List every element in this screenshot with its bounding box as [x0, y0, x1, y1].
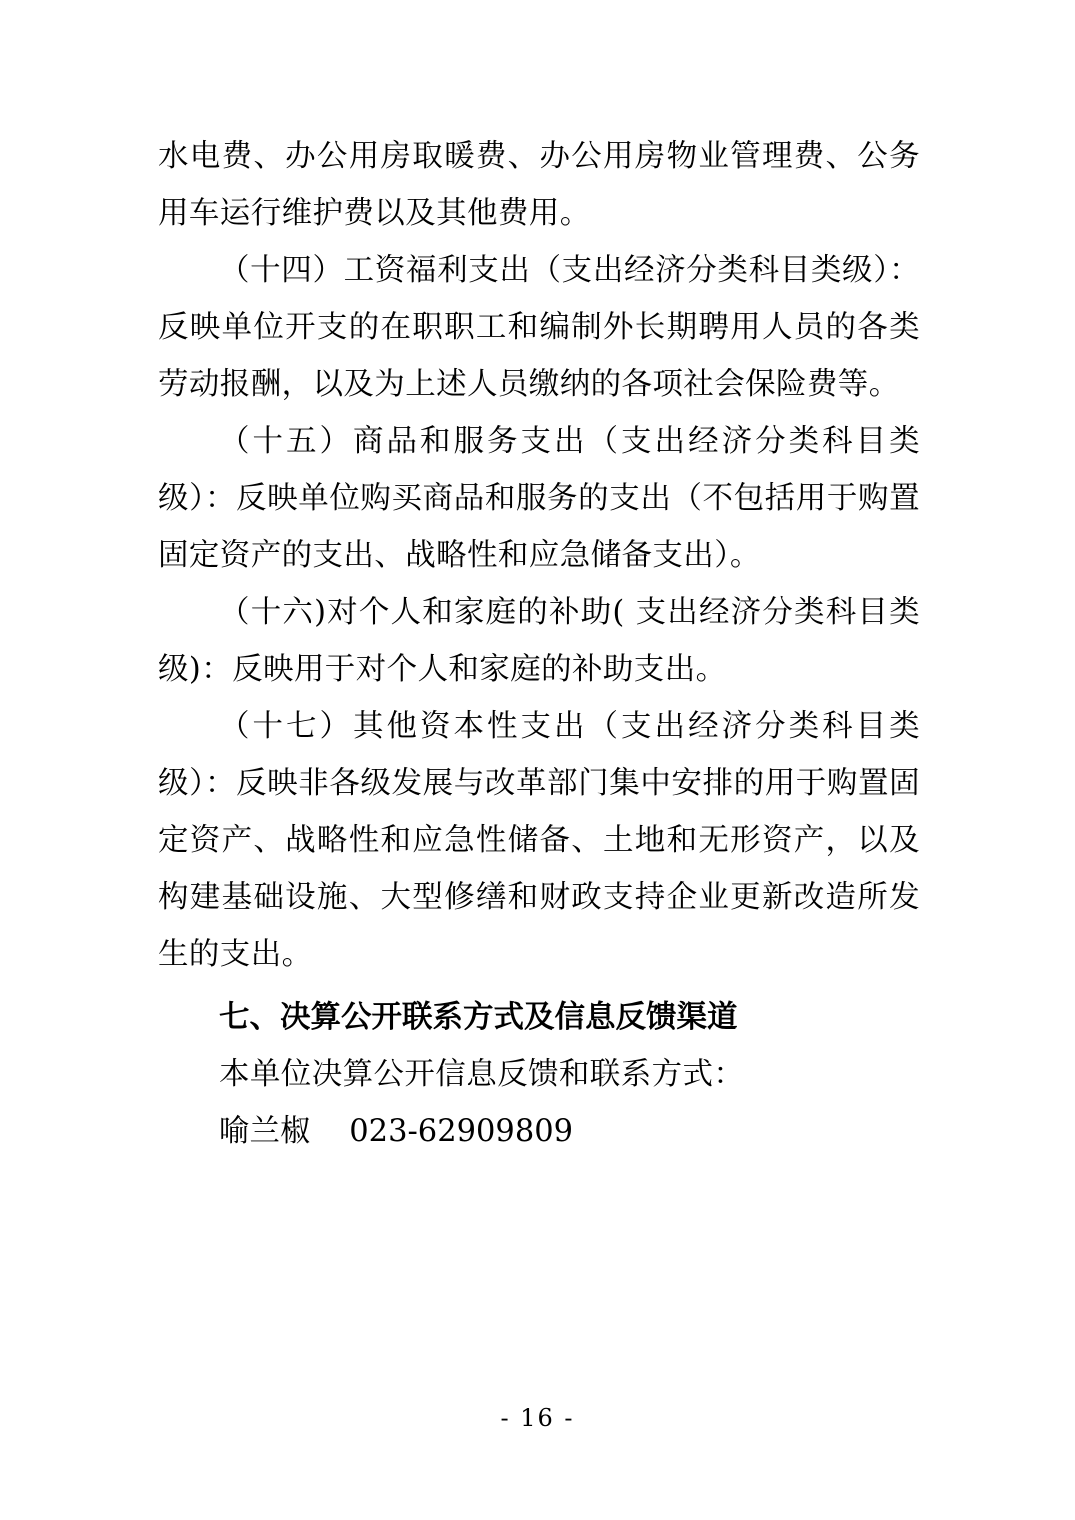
- contact-details: 喻兰椒 023-62909809: [219, 1114, 574, 1149]
- paragraph-item-17: （十七）其他资本性支出（支出经济分类科目类级）：反映非各级发展与改革部门集中安排的用于购置固定资产、战略性和应急性储备、土地和无形资产，以及构建基础设施、大型修缮和财政支持企业更新改造所发生的支出。: [158, 709, 920, 972]
- document-body: [158, 128, 920, 1160]
- page-number: - 16 -: [500, 1404, 575, 1432]
- paragraph-item-15: （十五）商品和服务支出（支出经济分类科目类级）：反映单位购买商品和服务的支出（不包括用于购置固定资产的支出、战略性和应急储备支出）。: [158, 424, 920, 573]
- paragraph-item-14: （十四）工资福利支出（支出经济分类科目类级）：反映单位开支的在职职工和编制外长期聘用人员的各类劳动报酬，以及为上述人员缴纳的各项社会保险费等。: [158, 253, 920, 402]
- paragraph-item-16: （十六)对个人和家庭的补助( 支出经济分类科目类级)：反映用于对个人和家庭的补助支出。: [158, 595, 920, 687]
- contact-intro-text: 本单位决算公开信息反馈和联系方式：: [219, 1057, 745, 1092]
- section-heading: 七、决算公开联系方式及信息反馈渠道: [219, 999, 738, 1035]
- paragraph-water-electricity: 水电费、办公用房取暖费、办公用房物业管理费、公务用车运行维护费以及其他费用。: [158, 139, 920, 231]
